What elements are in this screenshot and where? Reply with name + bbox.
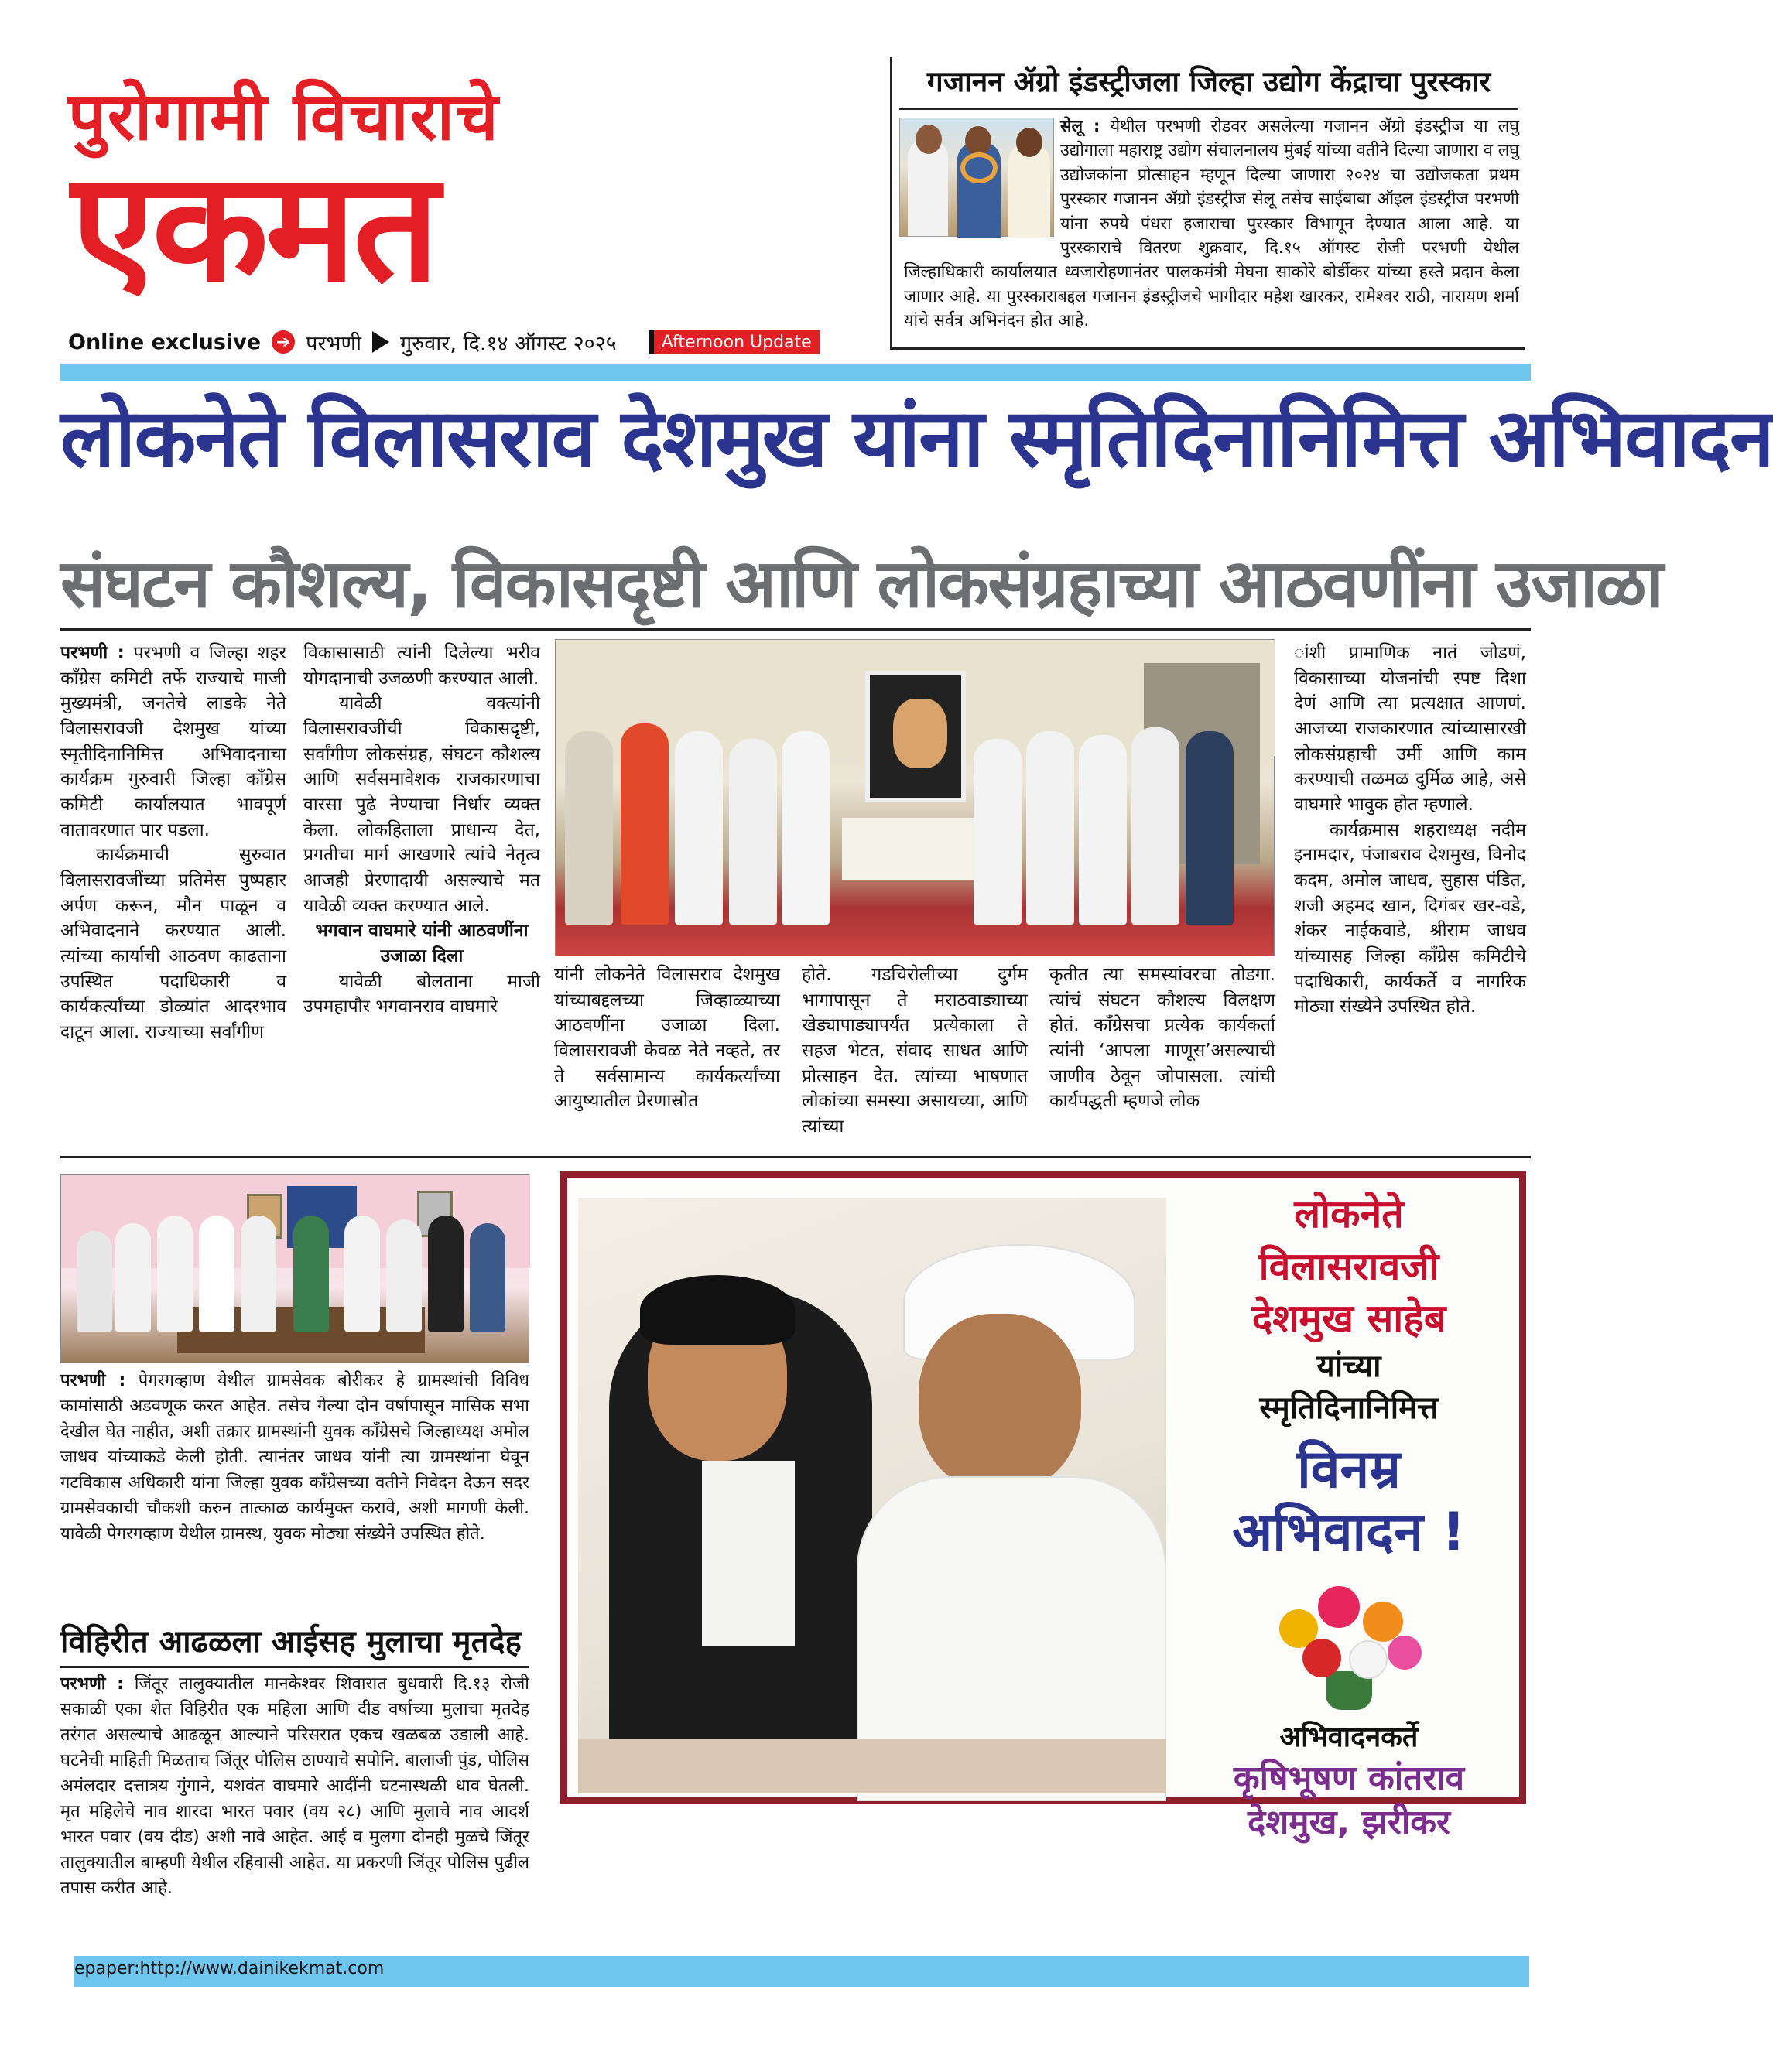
ad-by-label: अभिवादनकर्ते xyxy=(1279,1721,1419,1753)
ad-line7: अभिवादन ! xyxy=(1232,1502,1466,1564)
lead-column-1 xyxy=(60,641,286,1045)
dateline-city: परभणी xyxy=(306,331,361,356)
footer-url[interactable]: epaper:http://www.dainikekmat.com xyxy=(74,1959,385,1978)
lead-col2-p1: विकासासाठी त्यांनी दिलेल्या भरीव योगदानाची उजळणी करण्यात आली. xyxy=(303,643,540,689)
ad-line1: लोकनेते xyxy=(1294,1192,1404,1236)
lead-col6-p1: ांशी प्रामाणिक नातं जोडणं, विकासाच्या योजनांची स्पष्ट दिशा देणं आणि त्या प्रत्यक्षात आणणं. आजच्या राजकारणात त्यांच्यासारखी लोकसंग्रहाची उर्मी आणि काम करण्याची तळमळ दुर्मिळ आहे, असे वाघमारे भावुक होत म्हणाले. xyxy=(1294,643,1526,815)
tribute-advertisement xyxy=(560,1171,1526,1843)
dateline-date: गुरुवार, दि.१४ ऑगस्ट २०२५ xyxy=(399,331,617,356)
lead-column-4: होते. गडचिरोलीच्या दुर्गम भागापासून ते मराठवाड्याच्या खेड्यापाड्यापर्यंत प्रत्येकाला ते सहज भेटत, संवाद साधत आणि प्रोत्साहन देत. त्यांच्या भाषणात लोकांच्या समस्या असायच्या, आणि त्यांच्या xyxy=(802,965,1028,1137)
lead-col2-p3: यावेळी बोलताना माजी उपमहापौर भगवानराव वाघमारे xyxy=(303,971,540,1017)
story2-text: पेगरगव्हाण येथील ग्रामसेवक बोरीकर हे ग्रामस्थांची विविध कामांसाठी अडवणूक करत आहेत. तसेच गेल्या दोन वर्षापासून मासिक सभा देखील घेत नाहीत, अशी तक्रार ग्रामस्थांनी युवक कॉंग्रेसचे जिल्हाध्यक्ष अमोल जाधव यांच्याकडे केली होती. त्यानंतर जाधव यांनी त्या ग्रामस्थांना घेवून गटविकास अधिकारी यांना जिल्हा युवक कॉंग्रेसच्या वतीने निवेदन देऊन सदर ग्रामसेवकाची चौकशी करुन तात्काळ कार्यमुक्त करावे, अशी मागणी केली. यावेळी पेगरगव्हाण येथील ग्रामस्थ, युवक मोठ्या संख्येने उपस्थित होते. xyxy=(60,1371,529,1544)
top-story-text: येथील परभणी रोडवर असलेल्या गजानन ॲग्रो इंडस्ट्रीज या लघु उद्योगाला महाराष्ट्र उद्योग संचालनालय मुंबई यांच्या वतीने दिल्या जाणारा व लघु उद्योजकांना प्रोत्साहन म्हणून दिल्या जाणारा २०२४ चा उद्योजकता प्रथम पुरस्कार गजानन ॲग्रो इंडस्ट्रीज सेलू तसेच साईबाबा ऑइल इंडस्ट्रीज परभणी यांना रुपये पंधरा हजाराचा पुरस्कार विभागून देण्यात आला आहे. या पुरस्काराचे वितरण शुक्रवार, दि.१५ ऑगस्ट रोजी परभणी येथील जिल्हाधिकारी कार्यालयात ध्वजारोहणानंतर पालकमंत्री मेघना साकोरे बोर्डीकर यांच्या हस्ते प्रदान केला जाणार आहे. या पुरस्काराबद्दल गजानन इंडस्ट्रीजचे भागीदार महेश खारकर, रामेश्वर राठी, नारायण शर्मा यांचे सर्वत्र अभिनंदन होत आहे. xyxy=(904,117,1519,330)
play-triangle-icon xyxy=(372,331,389,353)
online-exclusive: Online exclusive xyxy=(68,330,262,354)
ad-line6: विनम्र xyxy=(1297,1438,1401,1500)
arrow-right-icon: ➔ xyxy=(272,330,295,354)
masthead-title: एकमत xyxy=(71,139,436,316)
tribute-photo xyxy=(555,639,1275,956)
lead-col6-p2: कार्यक्रमास शहराध्यक्ष नदीम इनामदार, पंजाबराव देशमुख, विनोद कदम, अमोल जाधव, सुहास पंडित, शजी अहमद खान, दिगंबर खर-वडे, शंकर नाईकवाडे, श्रीराम जाधव यांच्यासह जिल्हा कॉंग्रेस कमिटीचे पदाधिकारी, कार्यकर्ते व नागरिक मोठ्या संख्येने उपस्थित होते. xyxy=(1294,819,1526,1017)
lead-col2-p2: यावेळी वक्त्यांनी विलासरावजींची विकासदृष्टी, सर्वांगीण लोकसंग्रह, संघटन कौशल्य आणि सर्वसमावेशक राजकारणाचा वारसा पुढे नेण्याचा निर्धार व्यक्त केला. लोकहिताला प्राधान्य देत, प्रगतीचा मार्ग आखणारे त्यांचे नेतृत्व आजही प्रेरणादायी असल्याचे मत यावेळी व्यक्त करण्यात आले. xyxy=(303,693,540,916)
top-story-dateline: सेलू : xyxy=(1060,117,1100,136)
story3-text: जिंतूर तालुक्यातील मानकेश्वर शिवारात बुधवारी दि.१३ रोजी सकाळी एका शेत विहिरीत एक महिला आणि दीड वर्षाच्या मुलाचा मृतदेह तरंगत असल्याचे आढळून आल्याने परिसरात एकच खळबळ उडाली आहे. घटनेची माहिती मिळताच जिंतूर पोलिस ठाण्याचे सपोनि. बालाजी पुंड, पोलिस अमंलदार दत्तात्रय गुंगाने, यशवंत वाघमारे आदींनी घटनास्थळी धाव घेतली. मृत महिलेचे नाव शारदा भारत पवार (वय २८) आणि मुलाचे नाव आदर्श भारत पवार (वय दीड) अशी नावे आहेत. आई व मुलगा दोनही मुळचे जिंतूर तालुक्यातील बाम्हणी येथील रहिवासी आहेत. या प्रकरणी जिंतूर पोलिस पुढील तपास करीत आहे. xyxy=(60,1674,529,1898)
ad-line2: विलासरावजी xyxy=(1258,1243,1439,1289)
subheadline-rule xyxy=(60,628,1531,631)
ad-line3: देशमुख साहेब xyxy=(1251,1296,1446,1341)
section-rule xyxy=(60,1156,1531,1158)
edition-badge: Afternoon Update xyxy=(649,330,820,354)
masthead-tagline: पुरोगामी विचाराचे xyxy=(68,78,500,156)
story3-body xyxy=(60,1671,529,1901)
story2-body xyxy=(60,1368,529,1547)
lead-column-2 xyxy=(303,641,540,1020)
lead-column-5: कृतीत त्या समस्यांवरचा तोडगा. त्यांचं संघटन कौशल्य विलक्षण होतं. कॉंग्रेसचा प्रत्येक कार्यकर्ता त्यांनी ‘आपला माणूस’असल्याची जाणीव ठेवून जोपासला. त्यांची कार्यपद्धती म्हणजे लोक xyxy=(1049,965,1275,1112)
story2-dateline: परभणी : xyxy=(60,1371,126,1390)
lead-column-6 xyxy=(1294,641,1526,1020)
lead-col1-p1: परभणी व जिल्हा शहर कॉंग्रेस कमिटी तर्फे राज्याचे माजी मुख्यमंत्री, जनतेचे लाडके नेते विलासरावजी देशमुख यांच्या स्मृतीदिनानिमित्त अभिवादनाचा कार्यक्रम गुरुवारी जिल्हा कॉंग्रेस कमिटी कार्यालयात भावपूर्ण वातावरणात पार पडला. xyxy=(60,643,286,840)
portrait-frame xyxy=(865,671,966,802)
top-rule xyxy=(60,364,1531,381)
lead-column-3: यांनी लोकनेते विलासराव देशमुख यांच्याबद्दलच्या जिव्हाळ्याच्या आठवणींना उजाळा दिला. विलासरावजी केवळ नेते नव्हते, तर ते सर्वसामान्य कार्यकर्त्यांच्या आयुष्यातील प्रेरणास्रोत xyxy=(554,965,780,1112)
lead-col1-p2: कार्यक्रमाची सुरुवात विलासरावजींच्या प्रतिमेस पुष्पहार अर्पण करून, मौन पाळून व अभिवादनाने करण्यात आली. त्यांच्या कार्याची आठवण काढताना उपस्थित पदाधिकारी व कार्यकर्त्यांच्या डोळ्यांत आदरभाव दाटून आला. राज्याच्या सर्वांगीण xyxy=(60,845,286,1042)
lead-subheadline: संघटन कौशल्य, विकासदृष्टी आणि लोकसंग्रहाच्या आठवणींना उजाळा xyxy=(60,545,1662,623)
lead-headline: लोकनेते विलासराव देशमुख यांना स्मृतिदिनानिमित्त अभिवादन xyxy=(60,391,1773,485)
lead-col2-subhead: भगवान वाघमारे यांनी आठवणींना उजाळा दिला xyxy=(315,921,529,966)
ad-line4: यांच्या xyxy=(1316,1348,1381,1384)
top-story-body xyxy=(904,115,1519,333)
ad-by2: देशमुख, झरीकर xyxy=(1247,1803,1451,1843)
lead-dateline: परभणी : xyxy=(60,643,125,663)
ad-line5: स्मृतिदिनानिमित्त xyxy=(1259,1390,1439,1426)
ad-text xyxy=(1186,1188,1511,1845)
top-story-headline: गजानन ॲग्रो इंडस्ट्रीजला जिल्हा उद्योग केंद्राचा पुरस्कार xyxy=(899,60,1518,110)
story3-headline: विहिरीत आढळला आईसह मुलाचा मृतदेह xyxy=(60,1619,529,1668)
dateline-bar xyxy=(68,327,873,357)
ad-photo xyxy=(578,1198,1166,1793)
story3-dateline: परभणी : xyxy=(60,1674,124,1694)
grampanchayat-photo xyxy=(60,1174,529,1363)
flower-bouquet-icon xyxy=(1272,1578,1426,1710)
ad-by1: कृषिभूषण कांतराव xyxy=(1233,1759,1465,1799)
